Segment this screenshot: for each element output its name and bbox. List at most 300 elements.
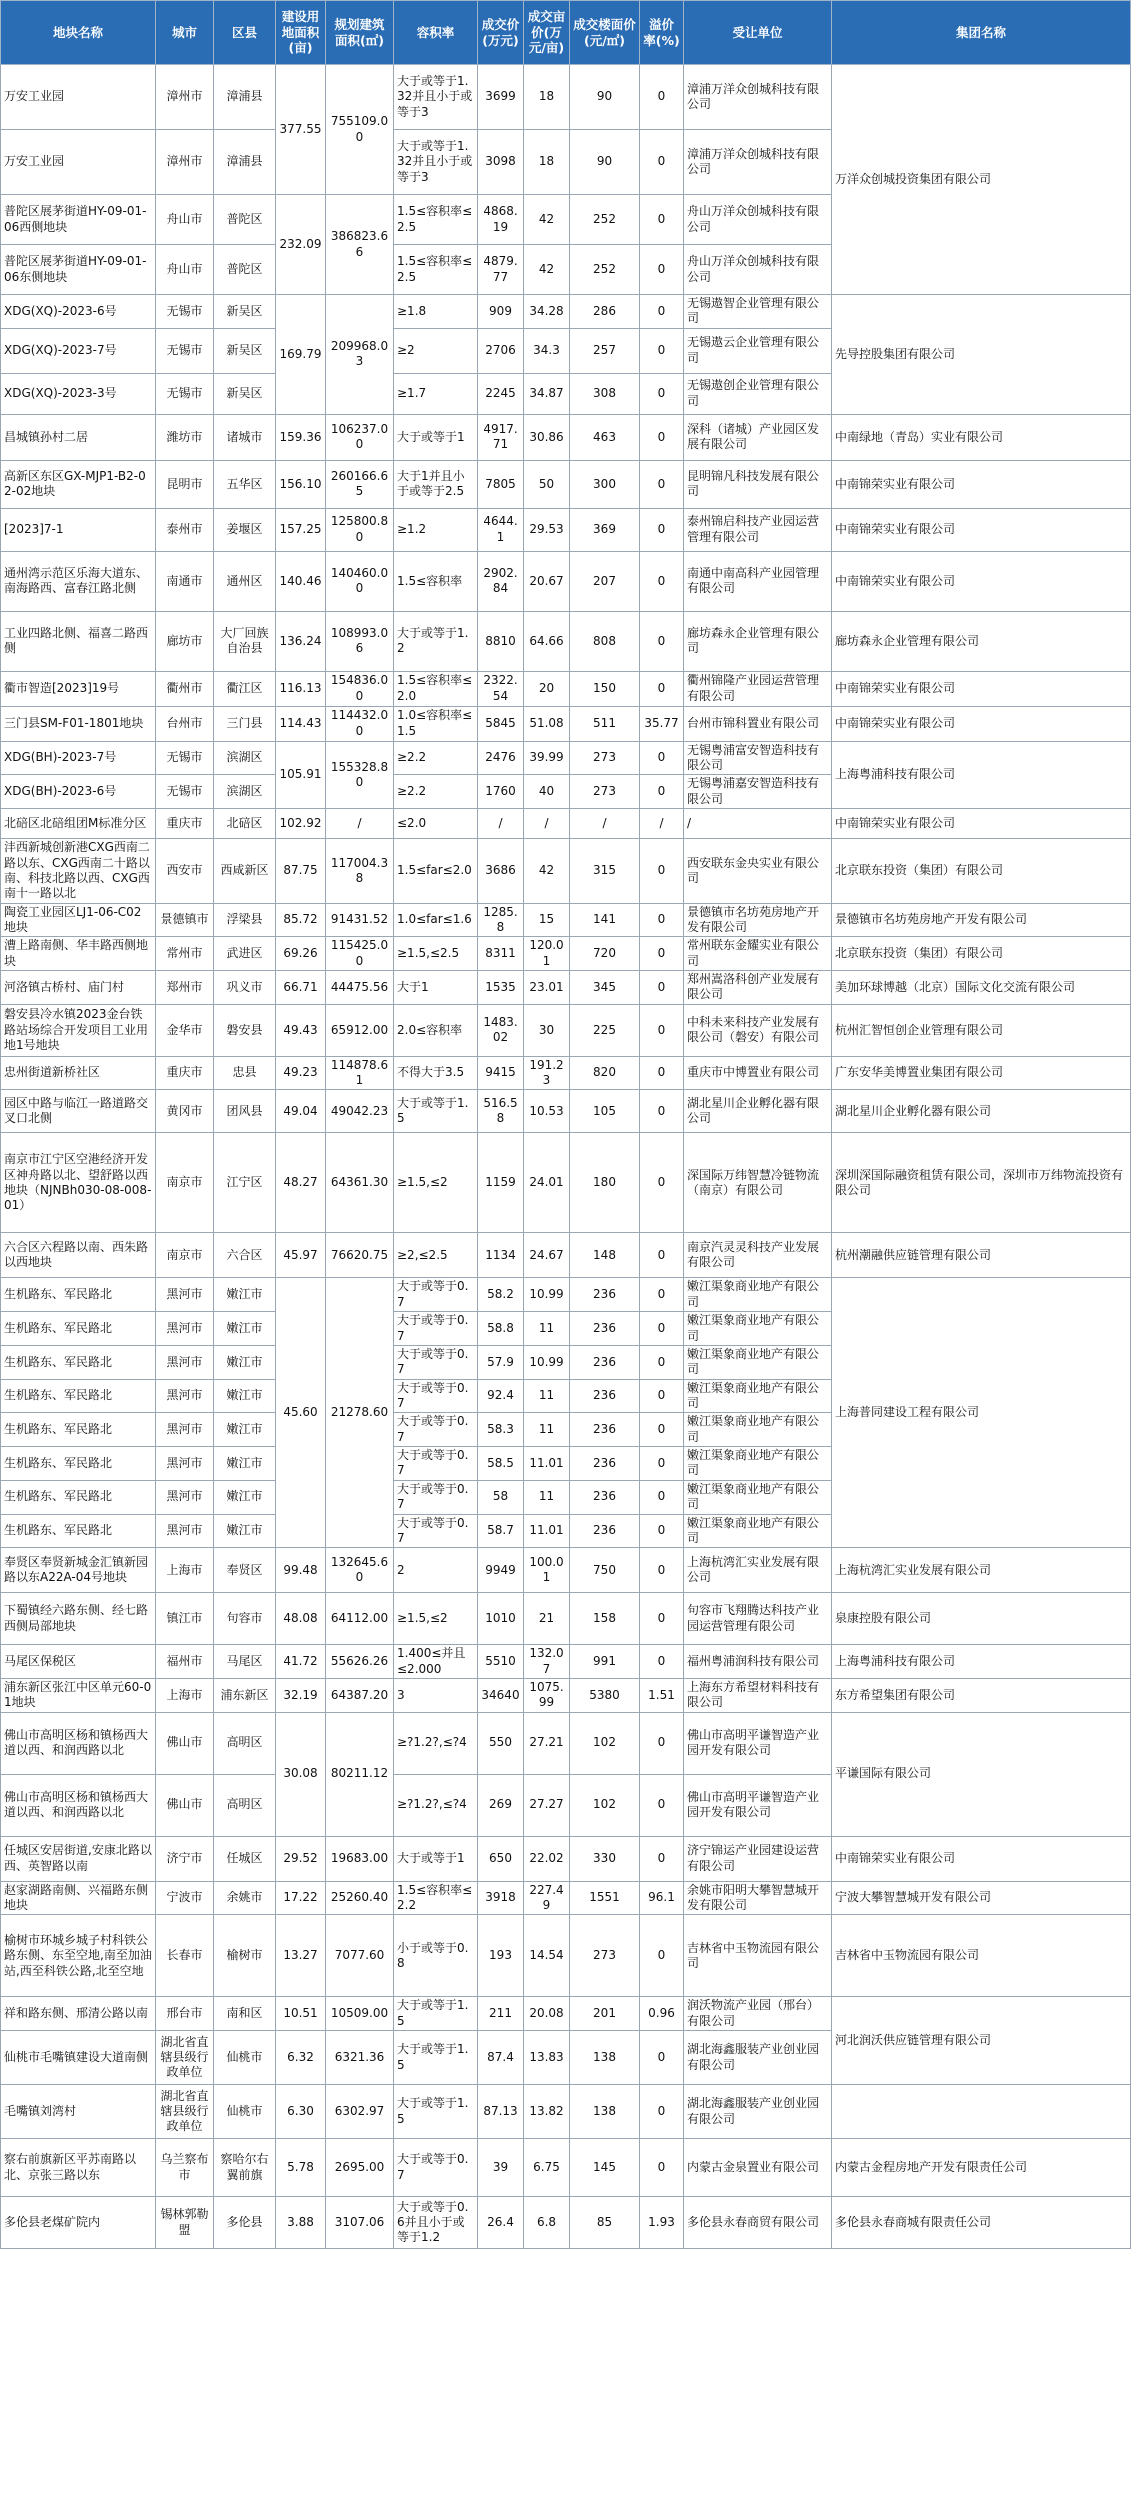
cell-price: 9415 [478,1056,524,1090]
cell-floor-price: 5380 [570,1678,640,1712]
cell-group: 吉林省中玉物流园有限公司 [832,1915,1131,1997]
cell-premium: 0 [640,1712,684,1774]
cell-gfa: 125800.80 [326,508,394,551]
cell-premium: 0 [640,775,684,809]
cell-land-name: 生机路东、军民路北 [1,1379,156,1413]
cell-far: 大于或等于0.7 [394,1312,478,1346]
cell-premium: 0 [640,1645,684,1679]
cell-premium: 0 [640,508,684,551]
cell-land-name: XDG(BH)-2023-7号 [1,741,156,775]
cell-buyer: 南京汽灵灵科技产业发展有限公司 [684,1233,832,1278]
cell-buyer: 昆明锦凡科技发展有限公司 [684,460,832,508]
cell-price: 7805 [478,460,524,508]
cell-city: 佛山市 [156,1712,214,1774]
cell-unit-price: 34.87 [524,373,570,414]
cell-gfa: 65912.00 [326,1004,394,1056]
cell-floor-price: 236 [570,1278,640,1312]
cell-area: 45.97 [276,1233,326,1278]
cell-district: 五华区 [214,460,276,508]
cell-gfa: / [326,809,394,839]
cell-city: 湖北省直辖县级行政单位 [156,2031,214,2085]
cell-floor-price: 236 [570,1447,640,1481]
cell-city: 金华市 [156,1004,214,1056]
cell-land-name: 生机路东、军民路北 [1,1480,156,1514]
cell-gfa: 108993.06 [326,611,394,671]
cell-area: 5.78 [276,2139,326,2197]
cell-price: 1535 [478,971,524,1005]
cell-unit-price: 40 [524,775,570,809]
cell-group: 杭州汇智恒创企业管理有限公司 [832,1004,1131,1056]
cell-price: 58 [478,1480,524,1514]
cell-premium: 0 [640,2085,684,2139]
cell-group: 中南绿地（青岛）实业有限公司 [832,414,1131,460]
cell-unit-price: 11 [524,1312,570,1346]
cell-buyer: 中科未来科技产业发展有限公司（磐安）有限公司 [684,1004,832,1056]
cell-unit-price: 13.83 [524,2031,570,2085]
col-header-buyer: 受让单位 [684,1,832,65]
cell-premium: 0 [640,1548,684,1593]
cell-district: 通州区 [214,551,276,611]
cell-premium: 0 [640,671,684,706]
cell-premium: 0 [640,1593,684,1645]
cell-area: 66.71 [276,971,326,1005]
cell-premium: 0 [640,2139,684,2197]
cell-buyer: 重庆市中博置业有限公司 [684,1056,832,1090]
cell-unit-price: 27.27 [524,1774,570,1836]
cell-floor-price: 236 [570,1480,640,1514]
cell-gfa: 117004.38 [326,839,394,903]
cell-buyer: 深国际万纬智慧冷链物流（南京）有限公司 [684,1133,832,1233]
cell-area: 13.27 [276,1915,326,1997]
cell-unit-price: 27.21 [524,1712,570,1774]
cell-far: 大于或等于0.7 [394,1413,478,1447]
cell-land-name: 多伦县老煤矿院内 [1,2197,156,2249]
cell-district: 漳浦县 [214,130,276,195]
cell-price: 5510 [478,1645,524,1679]
cell-district: 新吴区 [214,328,276,373]
cell-buyer: 湖北海鑫服装产业创业园有限公司 [684,2031,832,2085]
cell-district: 滨湖区 [214,775,276,809]
cell-city: 福州市 [156,1645,214,1679]
cell-area: 377.55 [276,65,326,195]
cell-district: 大厂回族自治县 [214,611,276,671]
cell-floor-price: 369 [570,508,640,551]
cell-gfa: 21278.60 [326,1278,394,1548]
cell-far: ≥1.5,≤2 [394,1133,478,1233]
cell-price: 4644.1 [478,508,524,551]
cell-district: 榆树市 [214,1915,276,1997]
cell-far: ≥1.5,≤2.5 [394,937,478,971]
cell-far: ≥2,≤2.5 [394,1233,478,1278]
cell-far: 大于或等于1.32并且小于或等于3 [394,65,478,130]
cell-buyer: 常州联东金耀实业有限公司 [684,937,832,971]
cell-price: 8810 [478,611,524,671]
cell-far: 大于或等于1.5 [394,2031,478,2085]
cell-buyer: 润沃物流产业园（邢台）有限公司 [684,1997,832,2031]
cell-premium: 0 [640,1915,684,1997]
cell-group: 先导控股集团有限公司 [832,295,1131,415]
header-row [1,1,1131,65]
cell-price: 34640 [478,1678,524,1712]
cell-group: 上海粤浦科技有限公司 [832,1645,1131,1679]
cell-city: 南通市 [156,551,214,611]
cell-city: 台州市 [156,706,214,741]
cell-price: 9949 [478,1548,524,1593]
cell-buyer: 深科（诸城）产业园区发展有限公司 [684,414,832,460]
cell-unit-price: 24.67 [524,1233,570,1278]
cell-buyer: 无锡粤浦富安智造科技有限公司 [684,741,832,775]
cell-unit-price: 42 [524,195,570,245]
cell-group: 中南锦荣实业有限公司 [832,809,1131,839]
cell-land-name: 佛山市高明区杨和镇杨西大道以西、和润西路以北 [1,1712,156,1774]
cell-price: 3098 [478,130,524,195]
cell-land-name: 沣西新城创新港CXG西南二路以东、CXG西南二十路以南、科技北路以西、CXG西南十一路以北 [1,839,156,903]
cell-land-name: 陶瓷工业园区LJ1-06-C02地块 [1,903,156,937]
cell-district: 普陀区 [214,195,276,245]
cell-far: 大于1并且小于或等于2.5 [394,460,478,508]
cell-far: 2.0≤容积率 [394,1004,478,1056]
cell-premium: 0 [640,1836,684,1881]
cell-group: 深圳深国际融资租赁有限公司，深圳市万纬物流投资有限公司 [832,1133,1131,1233]
cell-group: 北京联东投资（集团）有限公司 [832,937,1131,971]
table-row [1,1056,1131,1090]
cell-land-name: 察右前旗新区平苏南路以北、京张三路以东 [1,2139,156,2197]
table-row [1,2197,1131,2249]
cell-price: 1483.02 [478,1004,524,1056]
cell-land-name: 毛嘴镇刘湾村 [1,2085,156,2139]
cell-price: 26.4 [478,2197,524,2249]
cell-city: 舟山市 [156,195,214,245]
cell-group: 上海普同建设工程有限公司 [832,1278,1131,1548]
cell-far: 不得大于3.5 [394,1056,478,1090]
table-row [1,1645,1131,1679]
table-row [1,2085,1131,2139]
cell-city: 舟山市 [156,245,214,295]
cell-city: 重庆市 [156,1056,214,1090]
cell-district: 六合区 [214,1233,276,1278]
cell-land-name: 祥和路东侧、邢清公路以南 [1,1997,156,2031]
cell-premium: 0 [640,1090,684,1133]
cell-price: 58.2 [478,1278,524,1312]
cell-district: 嫩江市 [214,1312,276,1346]
cell-city: 无锡市 [156,373,214,414]
table-row [1,1836,1131,1881]
cell-gfa: 64387.20 [326,1678,394,1712]
cell-premium: 0 [640,1379,684,1413]
cell-district: 仙桃市 [214,2085,276,2139]
cell-premium: 0 [640,1447,684,1481]
cell-price: 58.8 [478,1312,524,1346]
table-row [1,2139,1131,2197]
cell-city: 无锡市 [156,775,214,809]
cell-floor-price: 102 [570,1712,640,1774]
cell-district: 磐安县 [214,1004,276,1056]
cell-area: 156.10 [276,460,326,508]
cell-floor-price: 145 [570,2139,640,2197]
cell-city: 漳州市 [156,130,214,195]
cell-premium: 0 [640,328,684,373]
cell-price: 650 [478,1836,524,1881]
cell-far: 大于或等于1.5 [394,1997,478,2031]
cell-far: ≥2 [394,328,478,373]
cell-buyer: 湖北海鑫服装产业创业园有限公司 [684,2085,832,2139]
cell-gfa: 3107.06 [326,2197,394,2249]
cell-gfa: 140460.00 [326,551,394,611]
cell-unit-price: 11 [524,1480,570,1514]
cell-unit-price: 10.53 [524,1090,570,1133]
cell-district: 嫩江市 [214,1278,276,1312]
cell-far: 1.0≤容积率≤1.5 [394,706,478,741]
cell-group: 廊坊森永企业管理有限公司 [832,611,1131,671]
cell-unit-price: 132.07 [524,1645,570,1679]
cell-city: 上海市 [156,1548,214,1593]
cell-price: 2476 [478,741,524,775]
cell-gfa: 132645.60 [326,1548,394,1593]
cell-price: 550 [478,1712,524,1774]
cell-city: 廊坊市 [156,611,214,671]
cell-unit-price: 18 [524,130,570,195]
cell-unit-price: 11.01 [524,1447,570,1481]
table-row [1,1090,1131,1133]
cell-city: 漳州市 [156,65,214,130]
cell-price: 269 [478,1774,524,1836]
table-row [1,937,1131,971]
cell-district: 江宁区 [214,1133,276,1233]
cell-premium: 0 [640,551,684,611]
cell-gfa: 154836.00 [326,671,394,706]
cell-unit-price: 227.49 [524,1881,570,1915]
cell-premium: 0 [640,839,684,903]
cell-premium: 0 [640,245,684,295]
table-row [1,741,1131,775]
cell-city: 黑河市 [156,1514,214,1548]
cell-far: ≥1.5,≤2 [394,1593,478,1645]
table-row [1,1548,1131,1593]
cell-floor-price: 315 [570,839,640,903]
cell-land-name: 高新区东区GX-MJP1-B2-02-02地块 [1,460,156,508]
cell-gfa: 755109.00 [326,65,394,195]
cell-gfa: 386823.66 [326,195,394,295]
cell-far: ≥?1.2?,≤?4 [394,1712,478,1774]
cell-district: 嫩江市 [214,1447,276,1481]
cell-city: 乌兰察布市 [156,2139,214,2197]
cell-premium: 1.93 [640,2197,684,2249]
cell-group: 多伦县永春商城有限责任公司 [832,2197,1131,2249]
cell-city: 济宁市 [156,1836,214,1881]
cell-unit-price: 100.01 [524,1548,570,1593]
cell-land-name: 万安工业园 [1,65,156,130]
cell-group: 平谦国际有限公司 [832,1712,1131,1836]
cell-district: 嫩江市 [214,1480,276,1514]
cell-buyer: 舟山万洋众创城科技有限公司 [684,245,832,295]
cell-floor-price: 85 [570,2197,640,2249]
table-row [1,460,1131,508]
cell-far: 2 [394,1548,478,1593]
cell-gfa: 91431.52 [326,903,394,937]
cell-land-name: 普陀区展茅街道HY-09-01-06西侧地块 [1,195,156,245]
cell-floor-price: 236 [570,1413,640,1447]
cell-unit-price: 30 [524,1004,570,1056]
cell-buyer: 廊坊森永企业管理有限公司 [684,611,832,671]
cell-premium: 0 [640,130,684,195]
cell-premium: 0 [640,414,684,460]
cell-area: 6.32 [276,2031,326,2085]
cell-buyer: 嫩江渠象商业地产有限公司 [684,1312,832,1346]
table-row [1,971,1131,1005]
cell-unit-price: 14.54 [524,1915,570,1997]
cell-floor-price: 720 [570,937,640,971]
cell-price: 58.5 [478,1447,524,1481]
cell-land-name: [2023]7-1 [1,508,156,551]
cell-city: 郑州市 [156,971,214,1005]
cell-buyer: 嫩江渠象商业地产有限公司 [684,1413,832,1447]
cell-city: 宁波市 [156,1881,214,1915]
col-header-name: 地块名称 [1,1,156,65]
cell-price: 2245 [478,373,524,414]
cell-land-name: 仙桃市毛嘴镇建设大道南侧 [1,2031,156,2085]
cell-buyer: 内蒙古金泉置业有限公司 [684,2139,832,2197]
cell-area: 169.79 [276,295,326,415]
cell-buyer: 湖北星川企业孵化器有限公司 [684,1090,832,1133]
table-row [1,839,1131,903]
cell-floor-price: 236 [570,1312,640,1346]
table-row [1,706,1131,741]
cell-far: 大于或等于1.2 [394,611,478,671]
cell-buyer: 嫩江渠象商业地产有限公司 [684,1345,832,1379]
cell-group: 中南锦荣实业有限公司 [832,671,1131,706]
cell-far: 1.5≤容积率≤2.2 [394,1881,478,1915]
cell-far: ≥1.8 [394,295,478,329]
cell-land-name: 六合区六程路以南、西朱路以西地块 [1,1233,156,1278]
cell-premium: 0.96 [640,1997,684,2031]
cell-floor-price: 286 [570,295,640,329]
cell-land-name: 生机路东、军民路北 [1,1278,156,1312]
cell-district: 滨湖区 [214,741,276,775]
cell-buyer: 无锡遨创企业管理有限公司 [684,373,832,414]
col-header-floor-price: 成交楼面价(元/㎡) [570,1,640,65]
cell-gfa: 7077.60 [326,1915,394,1997]
cell-district: 南和区 [214,1997,276,2031]
table-row [1,1997,1131,2031]
cell-floor-price: 991 [570,1645,640,1679]
cell-unit-price: 34.3 [524,328,570,373]
table-body [1,65,1131,2249]
cell-city: 潍坊市 [156,414,214,460]
cell-floor-price: 90 [570,130,640,195]
cell-group: 东方希望集团有限公司 [832,1678,1131,1712]
cell-floor-price: 273 [570,741,640,775]
cell-area: 6.30 [276,2085,326,2139]
cell-unit-price: 6.8 [524,2197,570,2249]
cell-unit-price: 20.67 [524,551,570,611]
cell-city: 黑河市 [156,1379,214,1413]
cell-land-name: 生机路东、军民路北 [1,1312,156,1346]
cell-district: 诸城市 [214,414,276,460]
table-row [1,508,1131,551]
cell-premium: 0 [640,611,684,671]
cell-gfa: 209968.03 [326,295,394,415]
cell-buyer: 泰州锦启科技产业园运营管理有限公司 [684,508,832,551]
cell-premium: 0 [640,1345,684,1379]
cell-area: 136.24 [276,611,326,671]
table-row [1,1004,1131,1056]
cell-gfa: 25260.40 [326,1881,394,1915]
cell-gfa: 106237.00 [326,414,394,460]
cell-district: 嫩江市 [214,1379,276,1413]
cell-buyer: 句容市飞翔腾达科技产业园运营管理有限公司 [684,1593,832,1645]
cell-far: 大于或等于0.7 [394,1379,478,1413]
cell-area: 49.43 [276,1004,326,1056]
cell-floor-price: 148 [570,1233,640,1278]
cell-city: 泰州市 [156,508,214,551]
cell-buyer: 无锡遨智企业管理有限公司 [684,295,832,329]
cell-far: ≥1.2 [394,508,478,551]
cell-area: 114.43 [276,706,326,741]
cell-floor-price: 820 [570,1056,640,1090]
cell-floor-price: 141 [570,903,640,937]
cell-price: 57.9 [478,1345,524,1379]
cell-floor-price: 150 [570,671,640,706]
cell-city: 上海市 [156,1678,214,1712]
cell-price: 1285.8 [478,903,524,937]
cell-gfa: 155328.80 [326,741,394,808]
col-header-district: 区县 [214,1,276,65]
table-row [1,1915,1131,1997]
cell-far: 1.5≤far≤2.0 [394,839,478,903]
table-row [1,809,1131,839]
cell-land-name: 南京市江宁区空港经济开发区神舟路以北、望舒路以西地块（NJNBh030-08-008-01） [1,1133,156,1233]
cell-unit-price: 42 [524,245,570,295]
cell-land-name: 普陀区展茅街道HY-09-01-06东侧地块 [1,245,156,295]
cell-land-name: XDG(XQ)-2023-3号 [1,373,156,414]
cell-buyer: 衢州锦隆产业园运营管理有限公司 [684,671,832,706]
cell-city: 南京市 [156,1133,214,1233]
cell-far: 大于或等于1.5 [394,1090,478,1133]
cell-premium: 0 [640,971,684,1005]
cell-floor-price: 105 [570,1090,640,1133]
cell-buyer: 上海东方希望材料科技有限公司 [684,1678,832,1712]
cell-unit-price: 29.53 [524,508,570,551]
cell-premium: 0 [640,295,684,329]
table-row [1,1133,1131,1233]
table-row [1,611,1131,671]
cell-floor-price: 345 [570,971,640,1005]
cell-land-name: 生机路东、军民路北 [1,1345,156,1379]
cell-gfa: 10509.00 [326,1997,394,2031]
cell-group: 万洋众创城投资集团有限公司 [832,65,1131,295]
cell-price: 909 [478,295,524,329]
cell-unit-price: 23.01 [524,971,570,1005]
cell-city: 佛山市 [156,1774,214,1836]
cell-city: 景德镇市 [156,903,214,937]
cell-price: 1134 [478,1233,524,1278]
cell-city: 黑河市 [156,1480,214,1514]
cell-district: 新吴区 [214,373,276,414]
cell-far: 1.5≤容积率≤2.5 [394,245,478,295]
cell-floor-price: 90 [570,65,640,130]
cell-unit-price: 15 [524,903,570,937]
cell-premium: 0 [640,2031,684,2085]
cell-district: 西咸新区 [214,839,276,903]
cell-buyer: 舟山万洋众创城科技有限公司 [684,195,832,245]
cell-floor-price: 330 [570,1836,640,1881]
cell-floor-price: 252 [570,195,640,245]
cell-premium: / [640,809,684,839]
cell-unit-price: 120.01 [524,937,570,971]
cell-city: 黄冈市 [156,1090,214,1133]
cell-buyer: 无锡遨云企业管理有限公司 [684,328,832,373]
cell-group: 广东安华美博置业集团有限公司 [832,1056,1131,1090]
